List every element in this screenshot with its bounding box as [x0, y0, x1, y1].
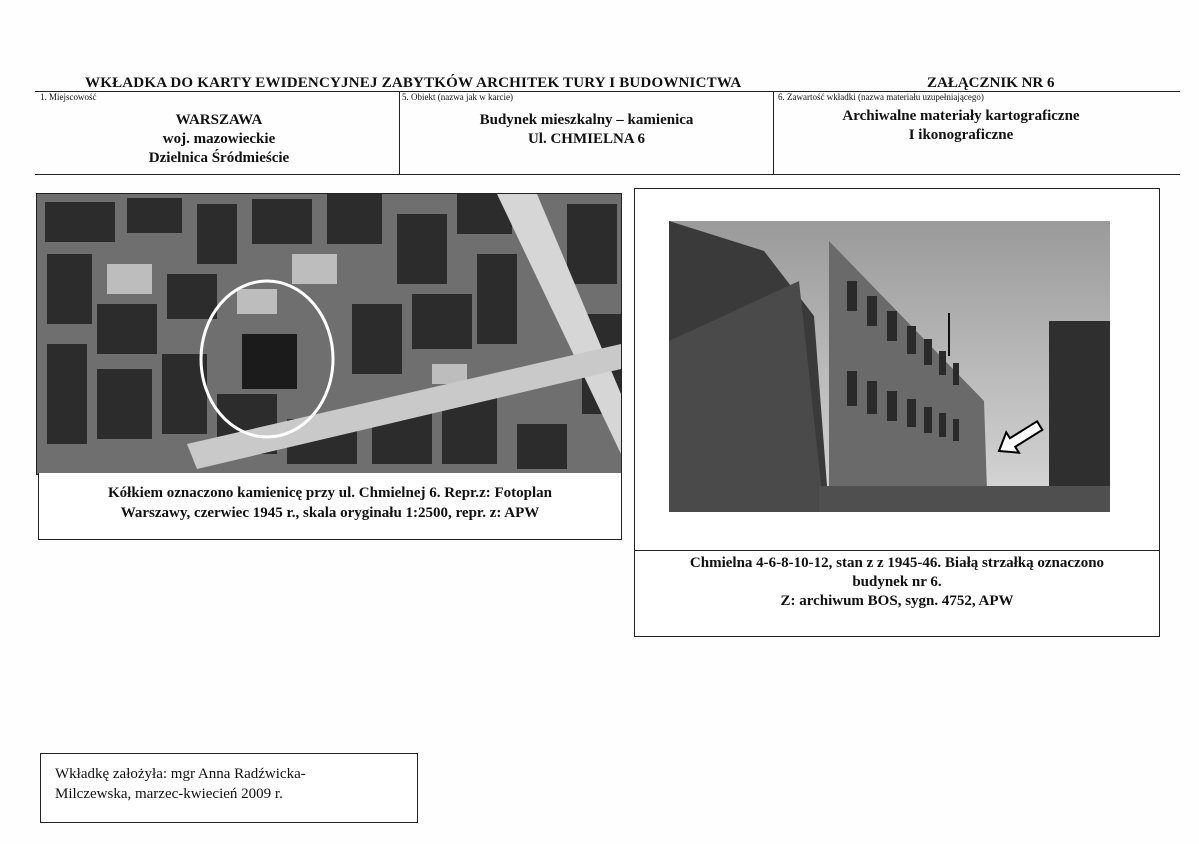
contents-line: I ikonograficzne [908, 127, 1014, 143]
locality-value [40, 111, 398, 168]
aerial-photo-graphic [37, 194, 621, 474]
contents-value [775, 107, 1147, 145]
contents-label: 6. Zawartość wkładki (nazwa materiału uzupełniającego) [778, 92, 984, 102]
document-title: WKŁADKA DO KARTY EWIDENCYJNEJ ZABYTKÓW ARCHITEK TURY I BUDOWNICTWA [85, 75, 742, 91]
locality-label: 1. Miejscowość [40, 92, 97, 102]
annex-number: ZAŁĄCZNIK NR 6 [927, 75, 1055, 91]
caption-line: budynek nr 6. [852, 574, 942, 590]
locality-line: WARSZAWA [175, 112, 263, 128]
aerial-photo [36, 193, 622, 475]
caption-line: Warszawy, czerwiec 1945 r., skala oryginału 1:2500, repr. z: APW [120, 505, 540, 521]
object-value [400, 111, 773, 149]
locality-line: Dzielnica Śródmieście [148, 150, 290, 166]
header-divider-2 [773, 91, 774, 174]
caption-line: Z: archiwum BOS, sygn. 4752, APW [780, 593, 1014, 609]
street-photo [669, 221, 1110, 512]
aerial-caption-text [39, 483, 621, 523]
aerial-photo-caption [38, 473, 622, 540]
locality-line: woj. mazowieckie [162, 131, 276, 147]
object-line: Budynek mieszkalny – kamienica [479, 112, 694, 128]
author-line: Milczewska, marzec-kwiecień 2009 r. [55, 786, 283, 802]
caption-line: Chmielna 4-6-8-10-12, stan z z 1945-46. Białą strzałką oznaczono [689, 555, 1105, 571]
object-line: Ul. CHMIELNA 6 [527, 131, 646, 147]
header-rule-bottom [35, 174, 1180, 175]
object-label: 5. Obiekt (nazwa jak w karcie) [402, 92, 513, 102]
author-box [40, 753, 418, 823]
street-photo-graphic [669, 221, 1110, 512]
author-text [55, 764, 405, 804]
street-caption-rule [634, 550, 1160, 551]
author-line: Wkładkę założyła: mgr Anna Radźwicka- [55, 766, 306, 782]
header-rule-top [35, 91, 1180, 92]
street-photo-caption [634, 554, 1160, 611]
contents-line: Archiwalne materiały kartograficzne [842, 108, 1080, 124]
caption-line: Kółkiem oznaczono kamienicę przy ul. Chmielnej 6. Repr.z: Fotoplan [108, 485, 552, 501]
